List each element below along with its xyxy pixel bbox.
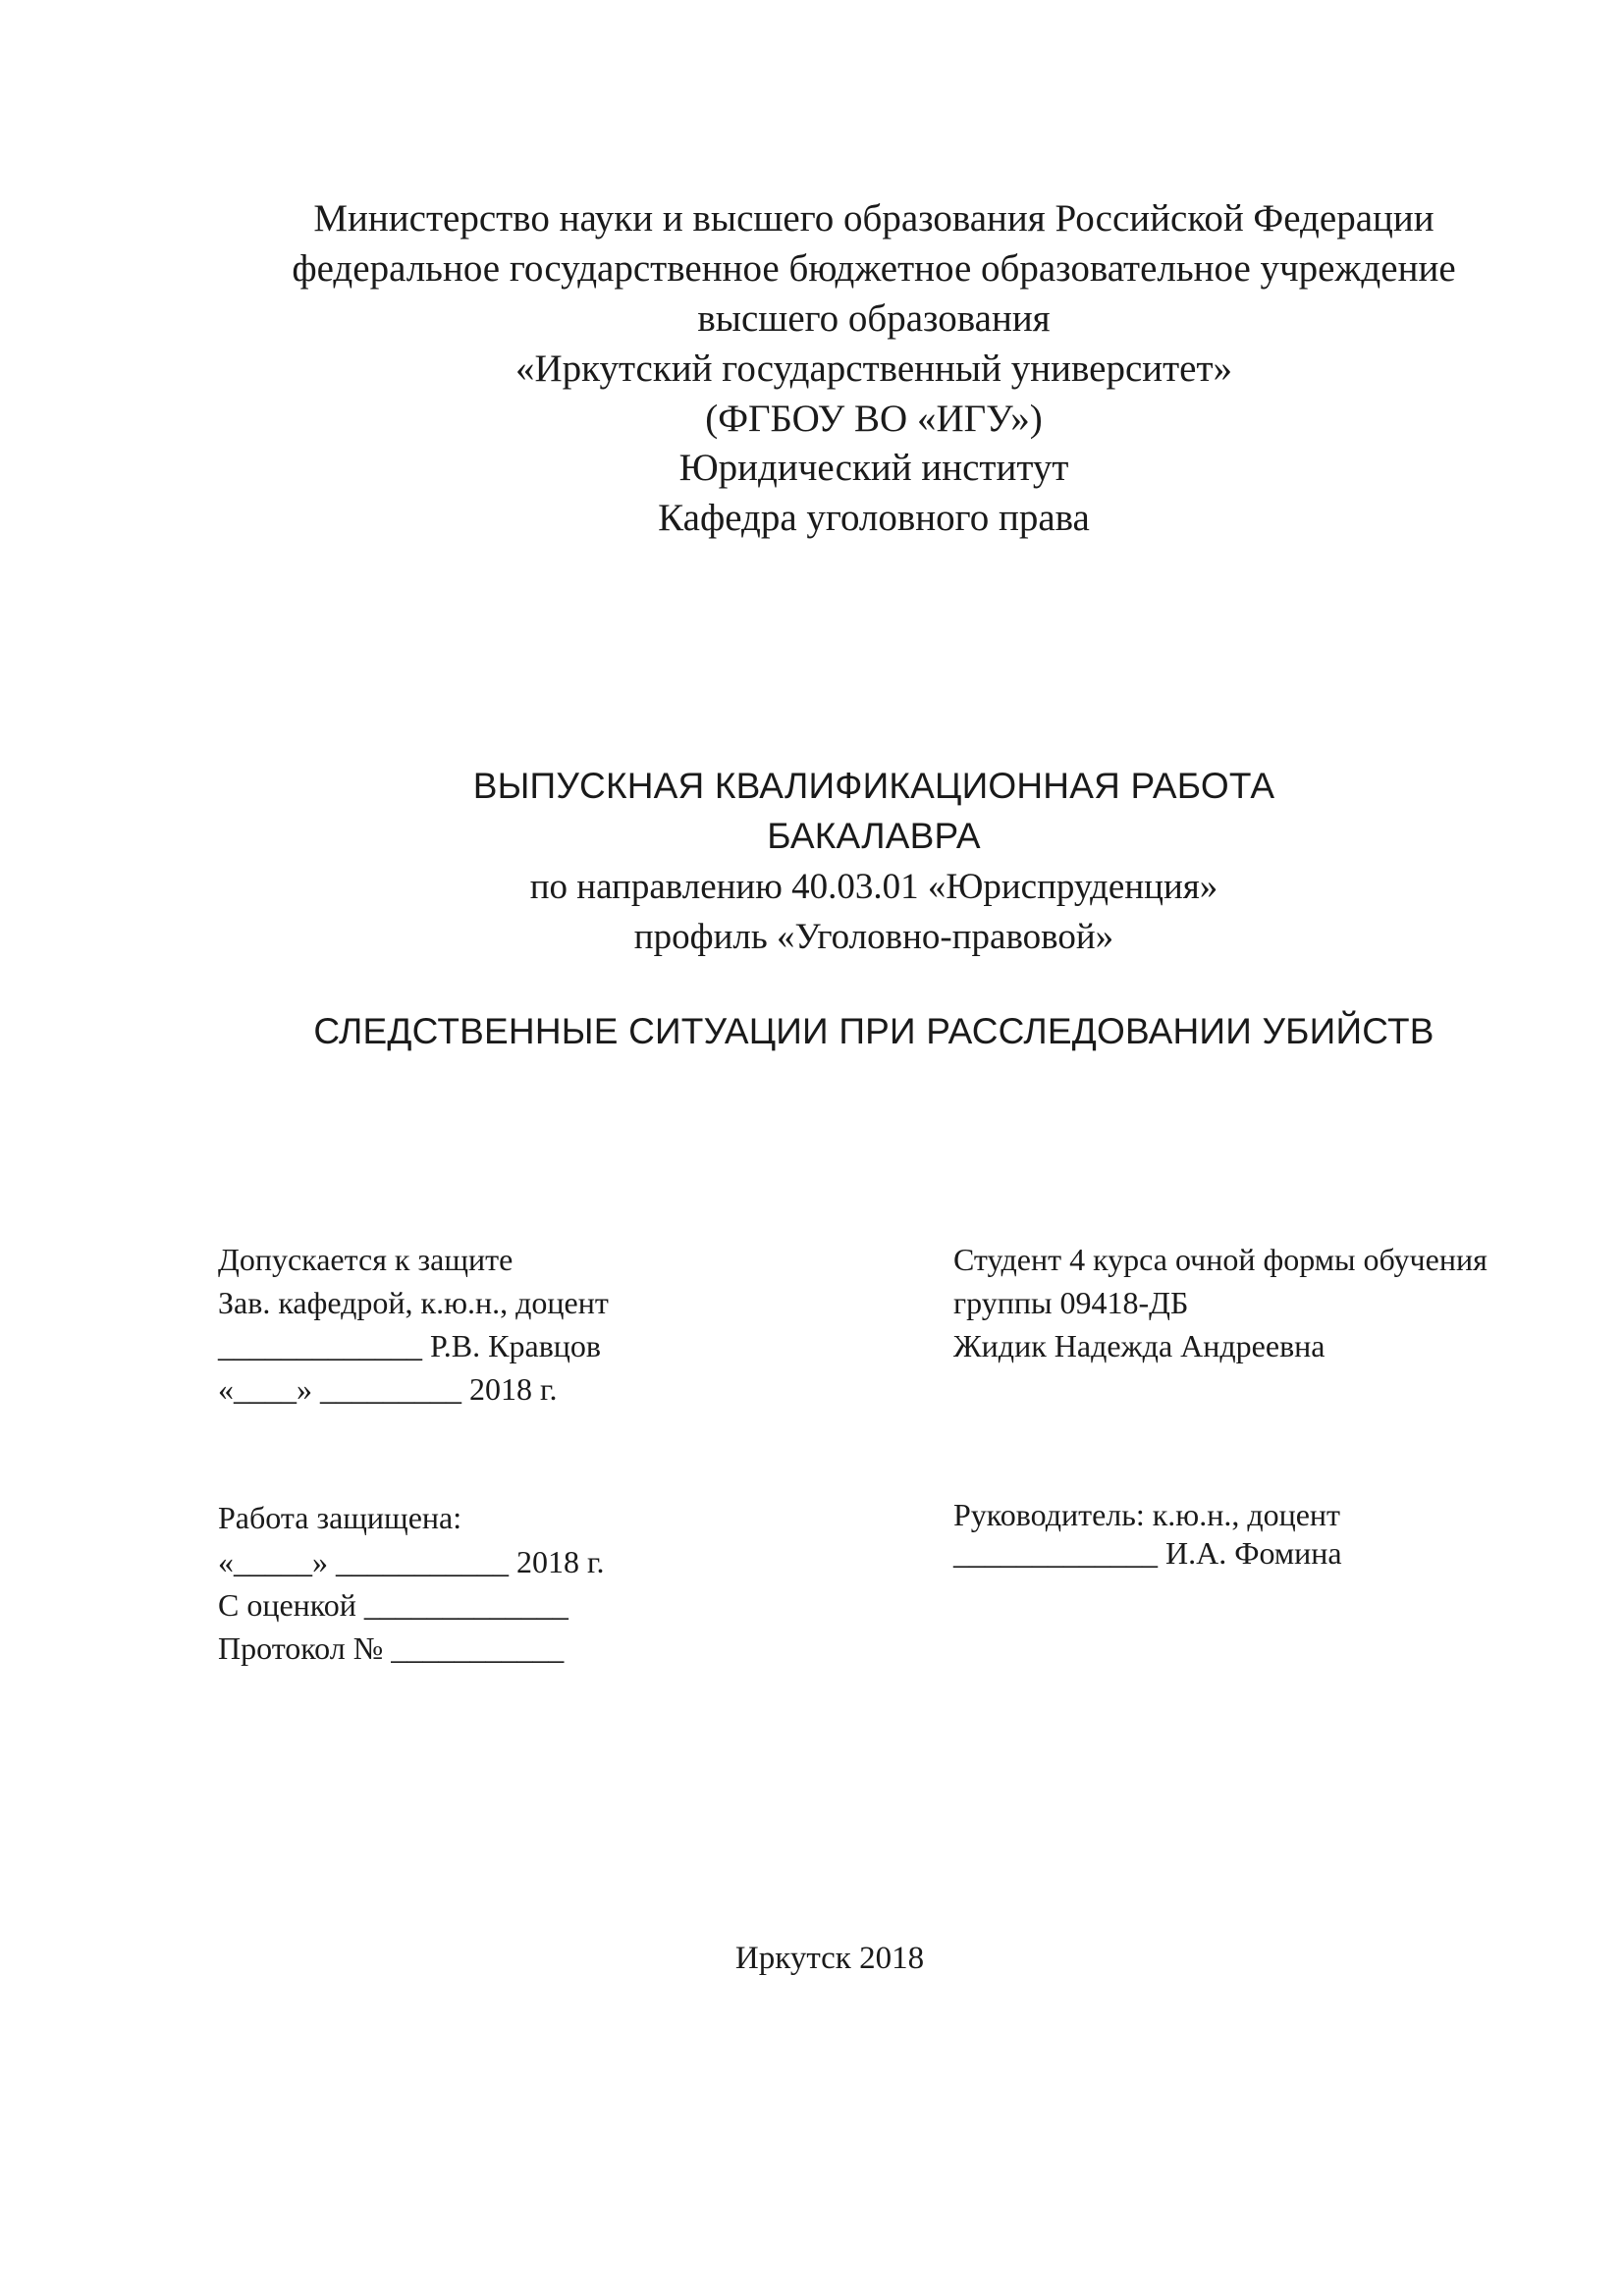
supervisor-title-line: Руководитель: к.ю.н., доцент (953, 1497, 1341, 1532)
student-name-line: Жидик Надежда Андреевна (953, 1328, 1325, 1363)
grade-line: С оценкой _____________ (218, 1587, 568, 1623)
thesis-title: СЛЕДСТВЕННЫЕ СИТУАЦИИ ПРИ РАССЛЕДОВАНИИ УБИЙСТВ (313, 1011, 1434, 1051)
city-year: Иркутск 2018 (734, 1941, 925, 1976)
institution-type-line: федеральное государственное бюджетное образовательное учреждение (292, 247, 1456, 290)
university-abbrev-line: (ФГБОУ ВО «ИГУ») (705, 398, 1043, 440)
supervisor-signature-line: _____________ И.А. Фомина (953, 1535, 1342, 1571)
defended-line: Работа защищена: (218, 1500, 462, 1535)
institute-line: Юридический институт (678, 447, 1069, 489)
university-name-line: «Иркутский государственный университет» (514, 347, 1233, 390)
work-type-line-1: ВЫПУСКНАЯ КВАЛИФИКАЦИОННАЯ РАБОТА (472, 766, 1275, 806)
work-type-line-2: БАКАЛАВРА (767, 816, 981, 856)
education-level-line: высшего образования (697, 297, 1051, 340)
student-group-line: группы 09418-ДБ (953, 1285, 1189, 1320)
admission-date-line: «____» _________ 2018 г. (218, 1371, 558, 1407)
student-course-line: Студент 4 курса очной формы обучения (953, 1242, 1488, 1277)
ministry-line: Министерство науки и высшего образования Российской Федерации (313, 197, 1434, 240)
head-of-department-line: Зав. кафедрой, к.ю.н., доцент (218, 1285, 609, 1320)
protocol-line: Протокол № ___________ (218, 1630, 565, 1666)
admission-line: Допускается к защите (218, 1242, 514, 1277)
profile-line: профиль «Уголовно-правовой» (633, 917, 1114, 957)
direction-line: по направлению 40.03.01 «Юриспруденция» (529, 867, 1218, 907)
department-line: Кафедра уголовного права (658, 497, 1090, 539)
defense-date-line: «_____» ___________ 2018 г. (218, 1544, 605, 1579)
head-signature-line: _____________ Р.В. Кравцов (218, 1328, 602, 1363)
